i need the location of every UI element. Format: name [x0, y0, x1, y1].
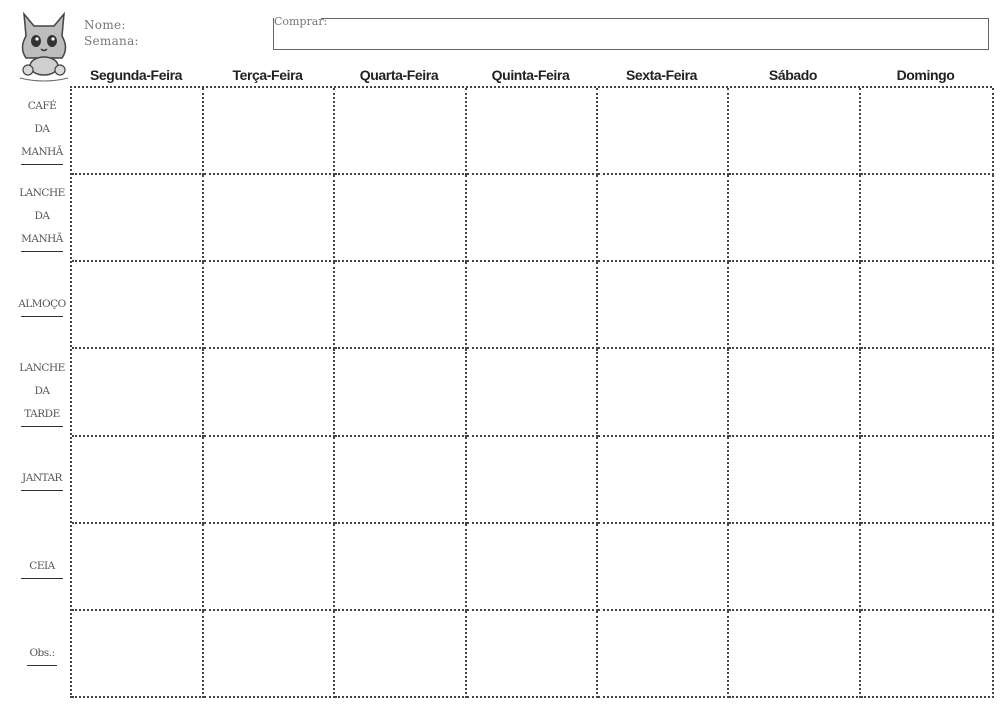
cell-notes-sunday[interactable]	[861, 611, 994, 698]
meal-label-dinner: JANTAR	[14, 436, 70, 523]
cell-dinner-saturday[interactable]	[729, 437, 861, 524]
meal-label-breakfast: CAFÉ DA MANHÃ	[14, 86, 70, 173]
cell-supper-saturday[interactable]	[729, 524, 861, 611]
cell-lunch-wednesday[interactable]	[335, 262, 467, 349]
cell-morning-snack-saturday[interactable]	[729, 175, 861, 262]
day-header-sunday: Domingo	[896, 67, 955, 83]
cell-lunch-saturday[interactable]	[729, 262, 861, 349]
cell-supper-sunday[interactable]	[861, 524, 994, 611]
cell-dinner-tuesday[interactable]	[204, 437, 335, 524]
cell-lunch-friday[interactable]	[598, 262, 729, 349]
day-header-friday: Sexta-Feira	[625, 67, 698, 83]
cell-breakfast-wednesday[interactable]	[335, 88, 467, 175]
cell-breakfast-saturday[interactable]	[729, 88, 861, 175]
cell-afternoon-snack-friday[interactable]	[598, 349, 729, 436]
cell-afternoon-snack-monday[interactable]	[72, 349, 204, 436]
week-label[interactable]: Semana:	[84, 34, 139, 48]
cell-supper-monday[interactable]	[72, 524, 204, 611]
cell-notes-thursday[interactable]	[467, 611, 598, 698]
cell-morning-snack-tuesday[interactable]	[204, 175, 335, 262]
cell-notes-tuesday[interactable]	[204, 611, 335, 698]
day-headers	[70, 64, 992, 86]
cat-mascot-icon	[14, 8, 74, 82]
cell-dinner-thursday[interactable]	[467, 437, 598, 524]
meal-label-supper: CEIA	[14, 523, 70, 610]
cell-breakfast-friday[interactable]	[598, 88, 729, 175]
cell-supper-friday[interactable]	[598, 524, 729, 611]
header-fields	[84, 17, 139, 49]
shopping-list-box[interactable]	[273, 18, 989, 50]
shopping-label: Comprar:	[274, 15, 328, 28]
cell-dinner-sunday[interactable]	[861, 437, 994, 524]
cell-dinner-monday[interactable]	[72, 437, 204, 524]
cell-notes-saturday[interactable]	[729, 611, 861, 698]
cell-breakfast-tuesday[interactable]	[204, 88, 335, 175]
cell-lunch-monday[interactable]	[72, 262, 204, 349]
meal-labels	[14, 86, 70, 698]
day-header-thursday: Quinta-Feira	[491, 67, 570, 83]
cell-breakfast-monday[interactable]	[72, 88, 204, 175]
meal-label-lunch: ALMOÇO	[14, 261, 70, 348]
cell-morning-snack-thursday[interactable]	[467, 175, 598, 262]
cell-morning-snack-wednesday[interactable]	[335, 175, 467, 262]
cell-dinner-wednesday[interactable]	[335, 437, 467, 524]
cell-dinner-friday[interactable]	[598, 437, 729, 524]
cell-breakfast-sunday[interactable]	[861, 88, 994, 175]
cell-morning-snack-friday[interactable]	[598, 175, 729, 262]
cell-supper-wednesday[interactable]	[335, 524, 467, 611]
cell-morning-snack-sunday[interactable]	[861, 175, 994, 262]
cell-breakfast-thursday[interactable]	[467, 88, 598, 175]
name-label[interactable]: Nome:	[84, 18, 126, 32]
shopping-list-box-top	[321, 18, 989, 19]
cell-supper-thursday[interactable]	[467, 524, 598, 611]
day-header-tuesday: Terça-Feira	[232, 67, 303, 83]
cell-supper-tuesday[interactable]	[204, 524, 335, 611]
cell-afternoon-snack-thursday[interactable]	[467, 349, 598, 436]
cell-afternoon-snack-sunday[interactable]	[861, 349, 994, 436]
cell-notes-friday[interactable]	[598, 611, 729, 698]
day-header-wednesday: Quarta-Feira	[359, 67, 439, 83]
cell-notes-monday[interactable]	[72, 611, 204, 698]
cell-notes-wednesday[interactable]	[335, 611, 467, 698]
meal-label-notes: Obs.:	[14, 611, 70, 698]
cell-afternoon-snack-saturday[interactable]	[729, 349, 861, 436]
meal-label-afternoon-snack: LANCHE DA TARDE	[14, 348, 70, 435]
cell-afternoon-snack-wednesday[interactable]	[335, 349, 467, 436]
cell-morning-snack-monday[interactable]	[72, 175, 204, 262]
cell-lunch-thursday[interactable]	[467, 262, 598, 349]
meal-planner-grid	[70, 86, 992, 698]
cell-afternoon-snack-tuesday[interactable]	[204, 349, 335, 436]
cell-lunch-sunday[interactable]	[861, 262, 994, 349]
cell-lunch-tuesday[interactable]	[204, 262, 335, 349]
day-header-monday: Segunda-Feira	[89, 67, 183, 83]
day-header-saturday: Sábado	[768, 67, 818, 83]
meal-label-morning-snack: LANCHE DA MANHÃ	[14, 173, 70, 260]
